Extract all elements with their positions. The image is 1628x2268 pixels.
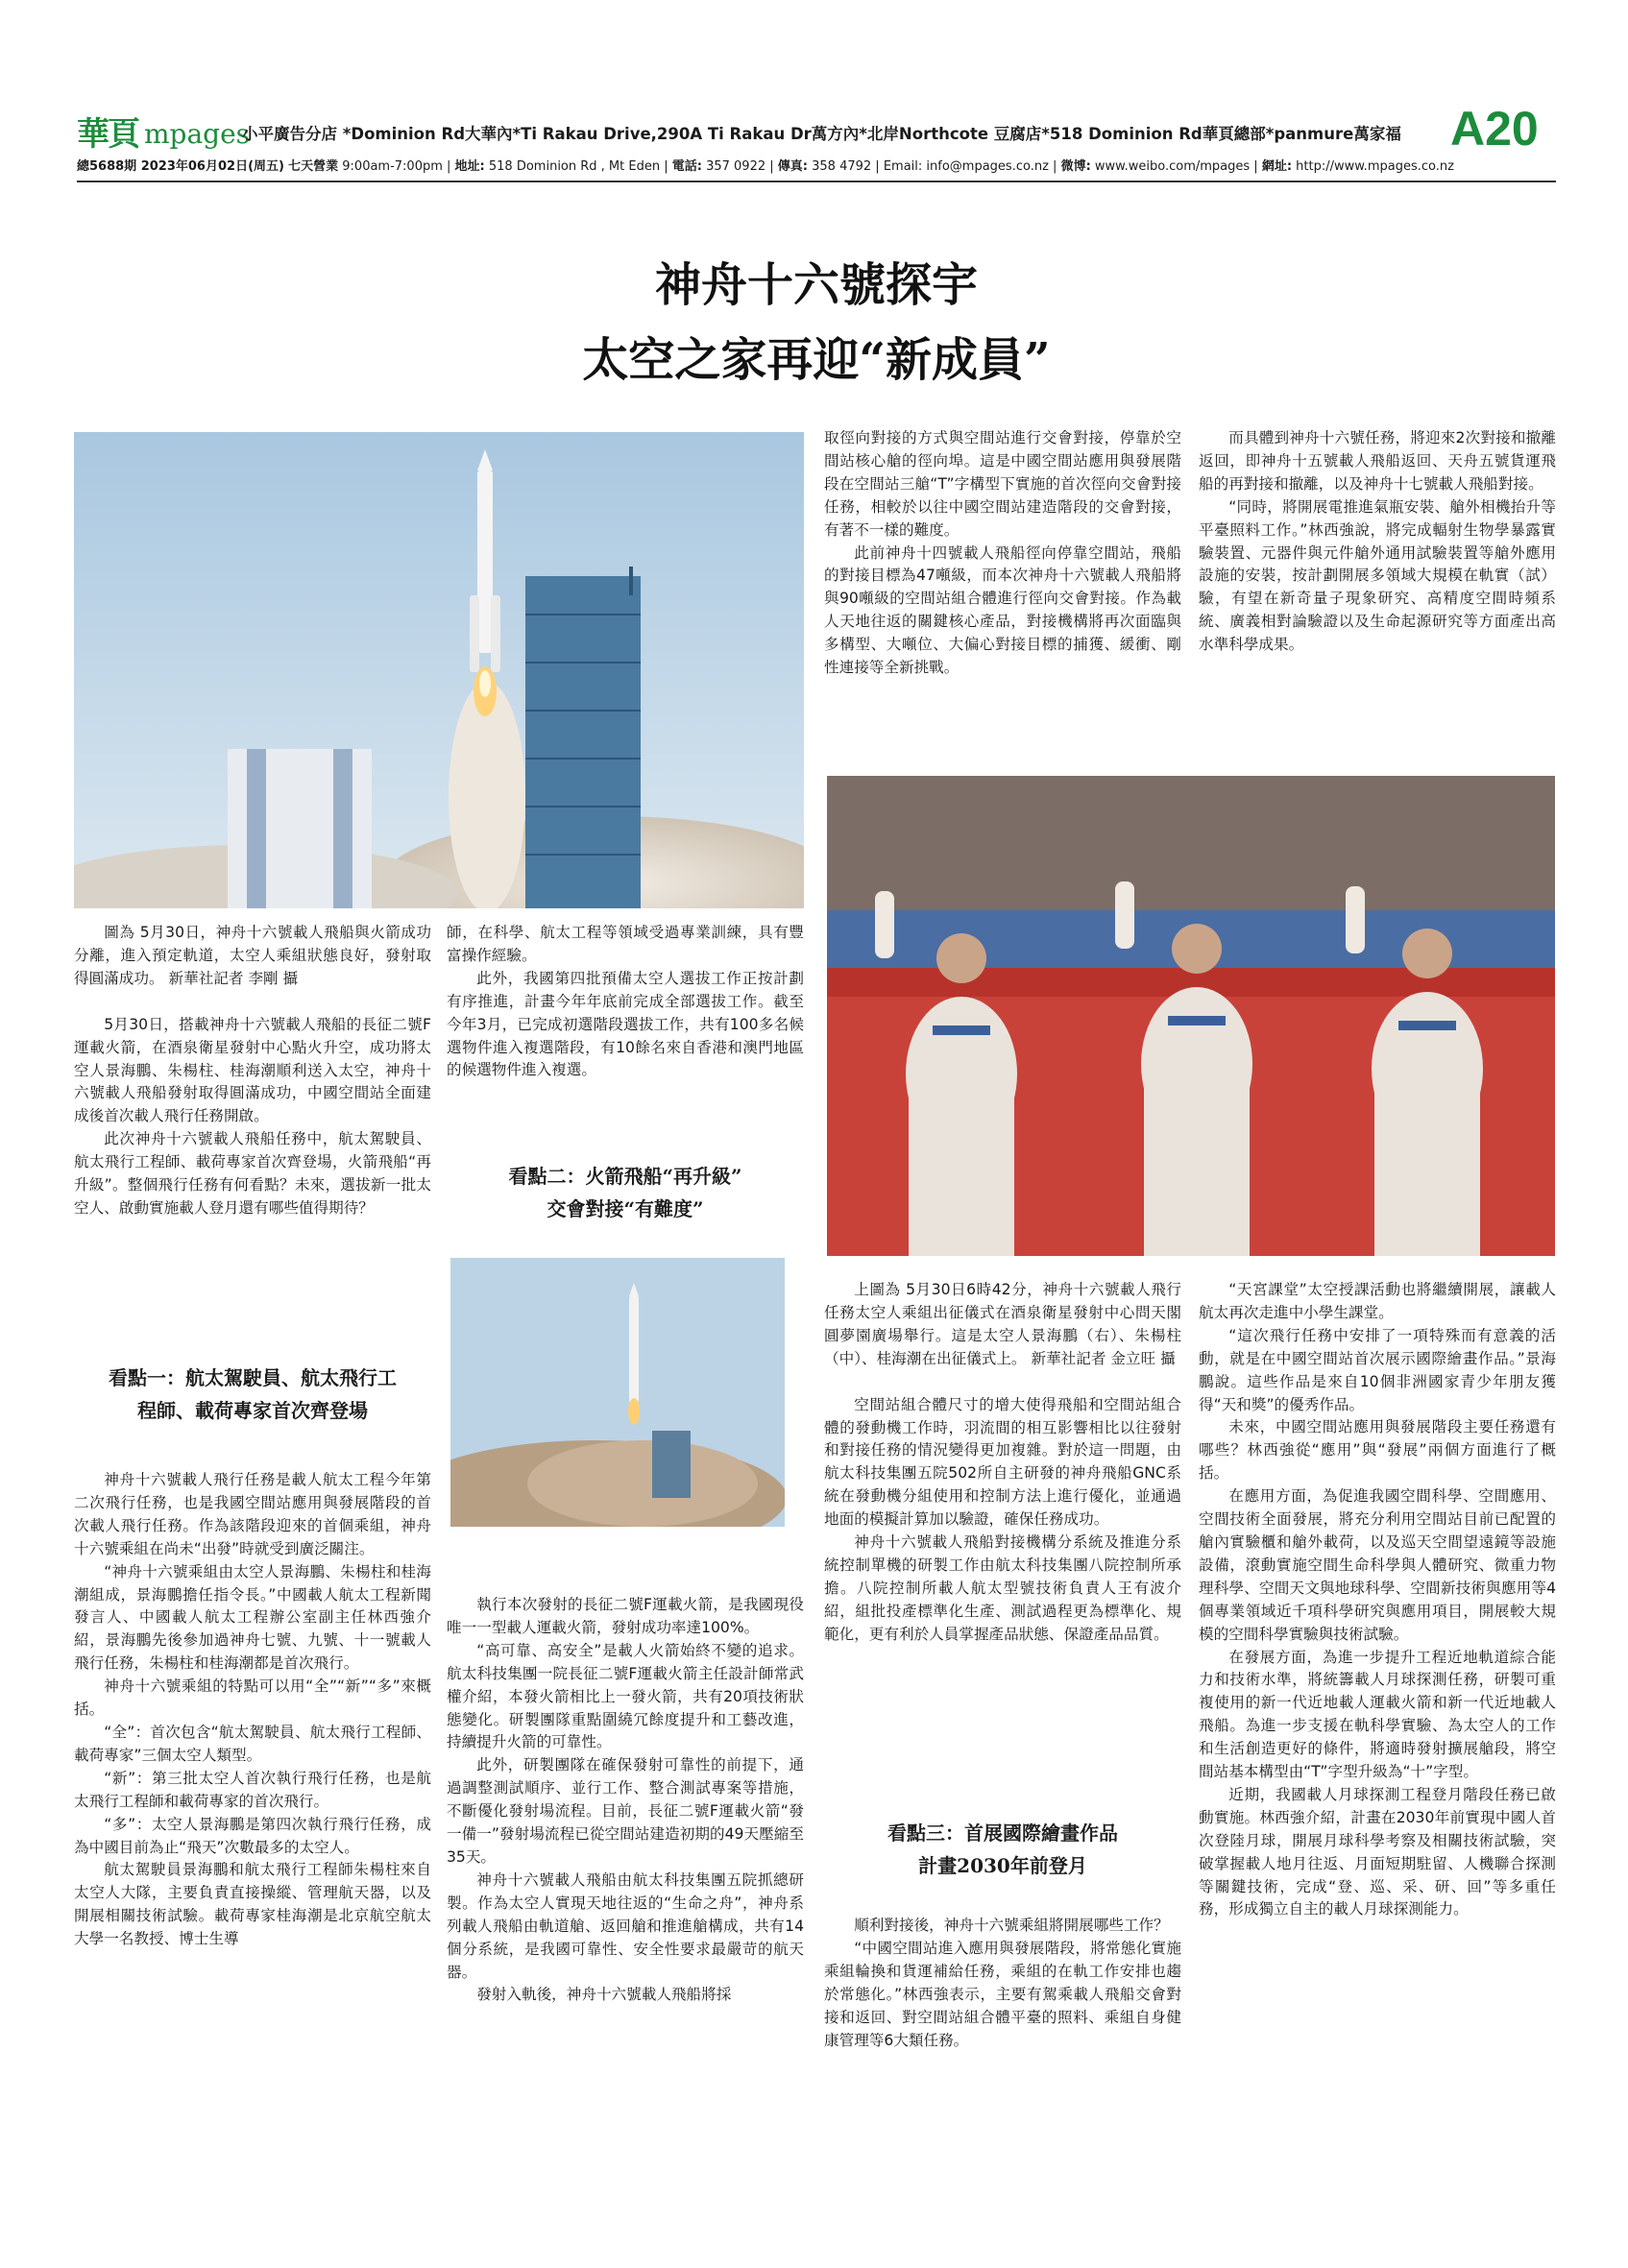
subhead-3-line-1: 看點三：首展國際繪畫作品: [887, 1822, 1118, 1845]
col4-paragraph: 而具體到神舟十六號任務，將迎來2次對接和撤離返回，即神舟十五號載人飛船返回、天舟五號貨運飛船的再對接和撤離，以及神舟十七號載人飛船對接。: [1199, 429, 1556, 493]
website-link[interactable]: http://www.mpages.co.nz: [1296, 159, 1454, 174]
col4-paragraph: “同時，將開展電推進氣瓶安裝、艙外相機抬升等平臺照料工作。”林西強說，將完成輻射生物學暴露實驗裝置、元器件與元件艙外通用試驗裝置等艙外應用設施的安裝，按計劃開展多領域大規模在軌實（試）驗，有望在新奇量子現象研究、高精度空間時頻系統、廣義相對論驗證以及生命起源研究等方面產出高水準科學成果。: [1199, 497, 1556, 654]
logo-chinese: 華頁: [77, 115, 138, 154]
col3-paragraph: “中國空間站進入應用與發展階段，將常態化實施乘組輪換和貨運補給任務，乘組的在軌工作安排也趨於常態化。”林西強表示，主要有駕乘載人飛船交會對接和返回、對空間站組合體平臺的照料、乘組自身健康管理等6大類任務。: [824, 1939, 1181, 2049]
weibo-link[interactable]: www.weibo.com/mpages: [1094, 159, 1251, 174]
address: 518 Dominion Rd , Mt Eden: [488, 159, 661, 174]
col1-paragraph: 神舟十六號載人飛行任務是載人航太工程今年第二次飛行任務，也是我國空間站應用與發展階段的首次載人飛行任務。作為該階段迎來的首個乘組，神舟十六號乘組在尚未“出發”時就受到廣泛關注。: [74, 1471, 431, 1557]
weibo-label: 微博:: [1060, 159, 1091, 174]
col4-paragraph: “這次飛行任務中安排了一項特殊而有意義的活動，就是在中國空間站首次展示國際繪畫作品。”景海鵬說。這些作品是來自10個非洲國家青少年朋友獲得“天和獎”的優秀作品。: [1199, 1326, 1556, 1413]
col4-paragraph: 近期，我國載人月球探測工程登月階段任務已啟動實施。林西強介紹，計畫在2030年前實現中國人首次登陸月球，開展月球科學考察及相關技術試驗，突破掌握載人地月往返、月面短期駐留、人機聯合探測等關鍵技術，完成“登、巡、采、研、回”等多重任務，形成獨立自主的載人月球探測能力。: [1199, 1785, 1556, 1918]
launch-photo: [74, 432, 804, 908]
subhead-1-line-1: 看點一：航太駕駛員、航太飛行工: [109, 1366, 397, 1389]
address-label: 地址:: [454, 159, 485, 174]
col1-paragraph: 此次神舟十六號載人飛船任務中，航太駕駛員、航太飛行工程師、載荷專家首次齊登場，火箭飛船“再升級”。整個飛行任務有何看點？未來，選拔新一批太空人、啟動實施載人登月還有哪些值得期待？: [74, 1130, 431, 1217]
col2-paragraph: 執行本次發射的長征二號F運載火箭，是我國現役唯一一型載人運載火箭，發射成功率達100%。: [447, 1596, 804, 1636]
issue-date: 總5688期 2023年06月02日(周五): [77, 159, 284, 174]
subhead-2-line-2: 交會對接“有難度”: [547, 1197, 704, 1220]
column-3-continued: [824, 1915, 1181, 2052]
logo-english: mpages: [144, 118, 251, 150]
column-3-top: [824, 427, 1181, 680]
column-4: [1199, 1279, 1556, 1921]
title-line-2: 太空之家再迎“新成員”: [582, 333, 1051, 387]
col2-paragraph: 發射入軌後，神舟十六號載人飛船將採: [476, 1986, 732, 2004]
col1-paragraph: “新”：第三批太空人首次執行飛行任務，也是航太飛行工程師和載荷專家的首次飛行。: [74, 1769, 431, 1810]
subhead-1-line-2: 程師、載荷專家首次齊登場: [137, 1399, 368, 1422]
col2-paragraph: 此外，我國第四批預備太空人選拔工作正按計劃有序推進，計畫今年年底前完成全部選拔工作。截至今年3月，已完成初選階段選拔工作，共有100多名候選物件進入複選階段，有10餘名來自香港和澳門地區的候選物件進入複選。: [447, 969, 804, 1079]
col2-paragraph: 師，在科學、航太工程等領域受過專業訓練，具有豐富操作經驗。: [447, 924, 804, 964]
col1-paragraph: “多”：太空人景海鵬是第四次執行飛行任務，成為中國目前為止“飛天”次數最多的太空人。: [74, 1815, 431, 1856]
website-label: 網址:: [1261, 159, 1293, 174]
col2-paragraph: 神舟十六號載人飛船由航太科技集團五院抓總研製。作為太空人實現天地往返的“生命之舟”，神舟系列載人飛船由軌道艙、返回艙和推進艙構成，共有14個分系統，是我國可靠性、安全性要求最嚴苛的航天器。: [447, 1870, 804, 1981]
col1-paragraph: 5月30日，搭載神舟十六號載人飛船的長征二號F運載火箭，在酒泉衛星發射中心點火升空，成功將太空人景海鵬、朱楊柱、桂海潮順利送入太空，神舟十六號載人飛船發射取得圓滿成功，中國空間站全面建成後首次載人飛行任務開啟。: [74, 1015, 431, 1125]
crew-photo: [827, 776, 1555, 1256]
col4-paragraph: 在應用方面，為促進我國空間科學、空間應用、空間技術全面發展，將充分利用空間站目前已配置的艙內實驗櫃和艙外載荷，以及巡天空間望遠鏡等設施設備，滾動實施空間生命科學與人體研究、微重力物理科學、空間天文與地球科學、空間新技術與應用等4個專業領域近千項科學研究與應用項目，開展較大規模的空間科學實驗與技術試驗。: [1199, 1487, 1556, 1643]
col1-paragraph: 航太駕駛員景海鵬和航太飛行工程師朱楊柱來自太空人大隊，主要負責直接操縱、管理航天器，以及開展相關技術試驗。載荷專家桂海潮是北京航空航太大學一名教授、博士生導: [74, 1861, 431, 1948]
col1-paragraph: 神舟十六號乘組的特點可以用“全”“新”“多”來概括。: [74, 1677, 431, 1719]
subhead-3-line-2: 計畫2030年前登月: [918, 1854, 1087, 1877]
subhead-2: [447, 1160, 804, 1225]
page-number: A20: [1450, 102, 1539, 156]
column-3: [824, 1279, 1181, 1647]
col3-paragraph: 順利對接後，神舟十六號乘組將開展哪些工作？: [854, 1917, 1169, 1934]
email-link[interactable]: info@mpages.co.nz: [926, 159, 1049, 174]
col1-paragraph: “全”：首次包含“航太駕駛員、航太飛行工程師、載荷專家”三個太空人類型。: [74, 1723, 431, 1764]
launch-photo-caption: 圖為 5月30日，神舟十六號載人飛船與火箭成功分離，進入預定軌道，太空人乘組狀態良好，發射取得圓滿成功。 新華社記者 李剛 攝: [74, 924, 431, 987]
column-2: [447, 922, 804, 1082]
article-title: [288, 248, 1345, 398]
col1-paragraph: “神舟十六號乘組由太空人景海鵬、朱楊柱和桂海潮組成，景海鵬擔任指令長。”中國載人航太工程新聞發言人、中國載人航太工程辦公室副主任林西強介紹，景海鵬先後參加過神舟七號、九號、十一號載人飛行任務，朱楊柱和桂海潮都是首次飛行。: [74, 1562, 431, 1673]
crew-photo-caption: 上圖為 5月30日6時42分，神舟十六號載人飛行任務太空人乘組出征儀式在酒泉衛星發射中心問天閣圓夢園廣場舉行。這是太空人景海鵬（右）、朱楊柱（中）、桂海潮在出征儀式上。 新華社記者 金立旺 攝: [824, 1281, 1181, 1367]
column-4-top: [1199, 427, 1556, 657]
col3-paragraph: 空間站組合體尺寸的增大使得飛船和空間站組合體的發動機工作時，羽流間的相互影響相比以往發射和對接任務的情況變得更加複雜。對於這一問題，由航太科技集團五院502所自主研發的神舟飛船GNC系統在發動機分組使用和控制方法上進行優化，並通過地面的模擬計算加以驗證，確保任務成功。: [824, 1395, 1181, 1529]
col4-paragraph: “天宮課堂”太空授課活動也將繼續開展，讓載人航太再次走進中小學生課堂。: [1199, 1281, 1556, 1321]
branch-list: 小平廣告分店 *Dominion Rd大華內*Ti Rakau Drive,290A Ti Rakau Dr萬方內*北岸Northcote 豆腐店*518 Dominion Rd華頁總部*panmure萬家福: [242, 125, 1401, 143]
subhead-1: [74, 1362, 431, 1427]
mpages-logo: [77, 113, 251, 156]
rocket-liftoff-photo: [450, 1258, 785, 1527]
col2-paragraph: “高可靠、高安全”是載人火箭始終不變的追求。航太科技集團一院長征二號F運載火箭主任設計師常武權介紹，本發火箭相比上一發火箭，共有20項技術狀態變化。研製團隊重點圍繞冗餘度提升和工藝改進，持續提升火箭的可靠性。: [447, 1641, 804, 1751]
subhead-2-line-1: 看點二：火箭飛船“再升級”: [508, 1165, 742, 1188]
fax: 358 4792: [812, 159, 872, 174]
col3-paragraph: 取徑向對接的方式與空間站進行交會對接，停靠於空間站核心艙的徑向埠。這是中國空間站應用與發展階段在空間站三艙“T”字構型下實施的首次徑向交會對接任務，相較於以往中國空間站建造階段的交會對接，有著不一樣的難度。: [824, 429, 1181, 539]
column-1-continued: [74, 1469, 431, 1951]
subhead-3: [824, 1817, 1181, 1882]
column-1: [74, 922, 431, 1220]
phone-label: 電話:: [671, 159, 702, 174]
title-line-1: 神舟十六號探宇: [654, 258, 978, 312]
col4-paragraph: 未來，中國空間站應用與發展階段主要任務還有哪些？林西強從“應用”與“發展”兩個方面進行了概括。: [1199, 1418, 1556, 1483]
fax-label: 傳真:: [777, 159, 808, 174]
email-label: Email:: [883, 159, 923, 174]
hours-label: 七天營業: [288, 159, 339, 174]
col2-paragraph: 此外，研製團隊在確保發射可靠性的前提下，通過調整測試順序、並行工作、整合測試專案等措施，不斷優化發射場流程。目前，長征二號F運載火箭“發一備一”發射場流程已從空間站建造初期的49天壓縮至35天。: [447, 1756, 804, 1866]
col3-paragraph: 神舟十六號載人飛船對接機構分系統及推進分系統控制單機的研製工作由航太科技集團八院控制所承擔。八院控制所載人航太型號技術負責人王有波介紹，組批投產標準化生產、測試過程更為標準化、規範化，更有利於人員掌握產品狀態、保證產品品質。: [824, 1533, 1181, 1643]
masthead-info-bar: 總5688期 2023年06月02日(周五) 七天營業 9:00am-7:00pm | 地址: 518 Dominion Rd , Mt Eden | 電話: 357 0922 | 傳真: 358 4792 | Email: info@mpages.co.nz | 微博: www.weibo.com/mpages | 網址: http://www.mpages.co.nz: [77, 159, 1454, 174]
phone: 357 0922: [706, 159, 766, 174]
business-hours: 9:00am-7:00pm: [342, 159, 443, 174]
col4-paragraph: 在發展方面，為進一步提升工程近地軌道綜合能力和技術水準，將統籌載人月球探測任務，研製可重複使用的新一代近地載人運載火箭和新一代近地載人飛船。為進一步支援在軌科學實驗、為太空人的工作和生活創造更好的條件，將適時發射擴展艙段，將空間站基本構型由“T”字型升級為“十”字型。: [1199, 1648, 1556, 1781]
col3-paragraph: 此前神舟十四號載人飛船徑向停靠空間站，飛船的對接目標為47噸級，而本次神舟十六號載人飛船將與90噸級的空間站組合體進行徑向交會對接。作為載人天地往返的關鍵核心產品，對接機構將再次面臨與多構型、大噸位、大偏心對接目標的捕獲、緩衝、剛性連接等全新挑戰。: [824, 543, 1181, 677]
header-divider: [77, 181, 1556, 182]
column-2-continued: [447, 1594, 804, 2007]
